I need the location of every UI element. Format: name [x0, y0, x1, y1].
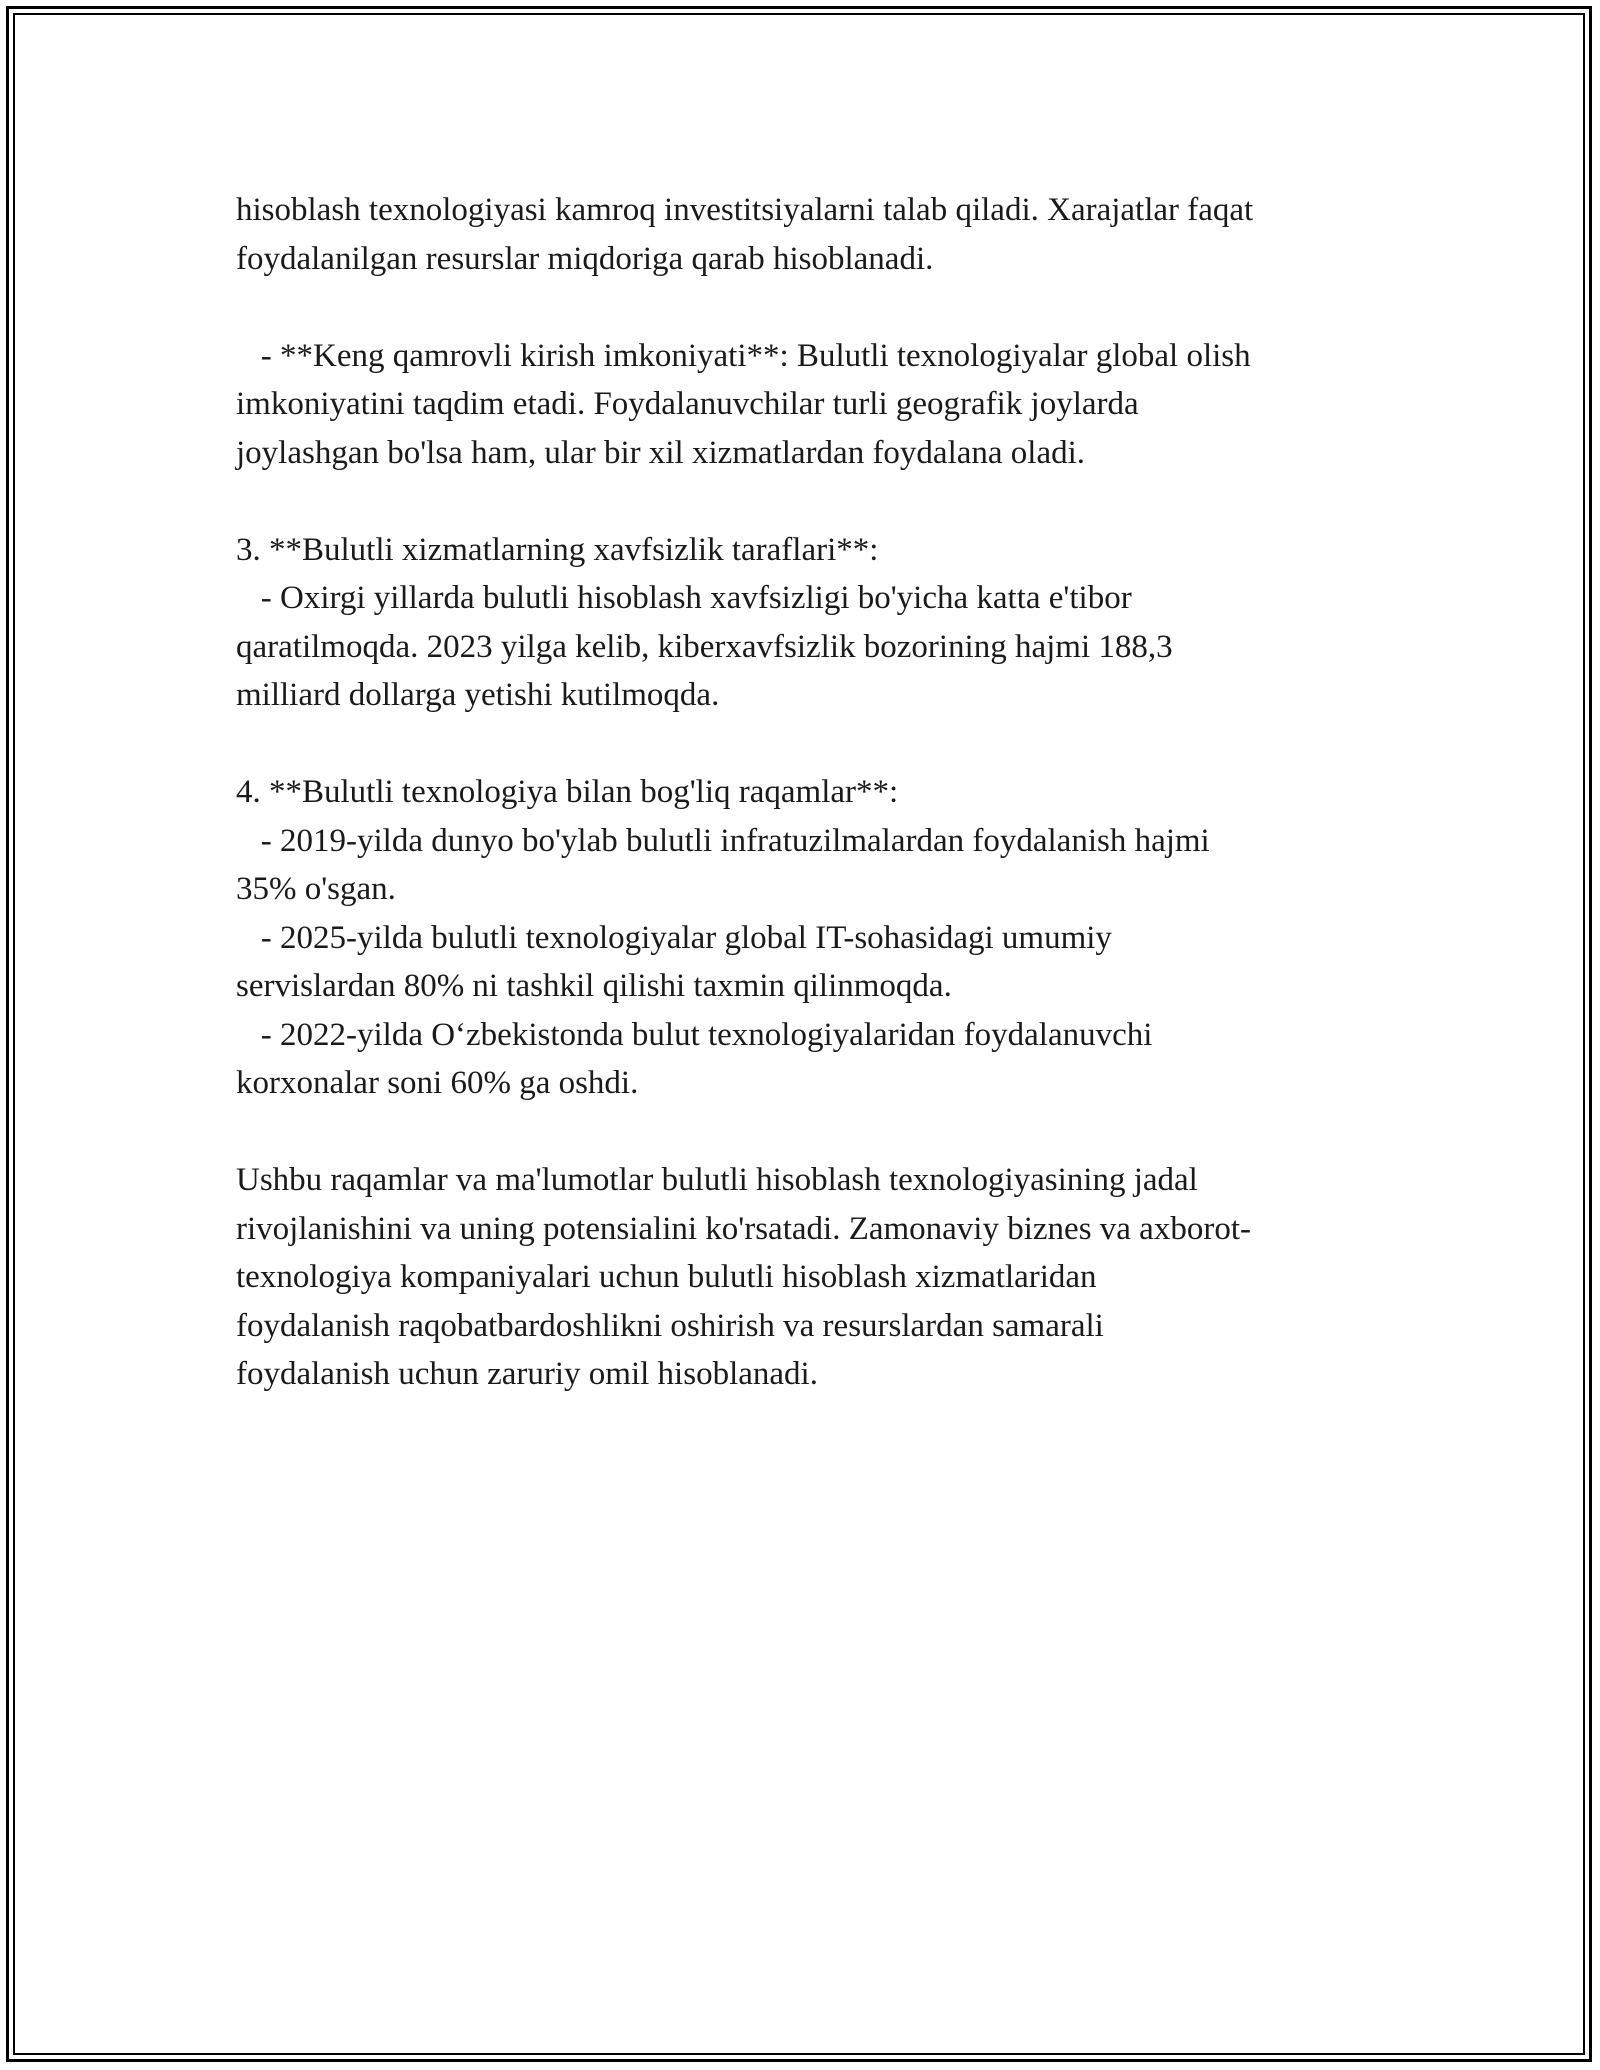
text-line: foydalanilgan resurslar miqdoriga qarab hisoblanadi.	[236, 240, 934, 277]
paragraph-gap	[236, 1108, 1376, 1157]
paragraph-security	[236, 526, 1376, 720]
text-line: Ushbu raqamlar va ma'lumotlar bulutli hisoblash texnologiyasining jadal	[236, 1162, 1198, 1198]
section-heading: 4. **Bulutli texnologiya bilan bog'liq raqamlar**:	[236, 774, 899, 810]
text-line: qaratilmoqda. 2023 yilga kelib, kiberxavfsizlik bozorining hajmi 188,3	[236, 628, 1173, 665]
text-line: imkoniyatini taqdim etadi. Foydalanuvchilar turli geografik joylarda	[236, 386, 1139, 422]
text-line: foydalanish uchun zaruriy omil hisoblanadi.	[236, 1356, 818, 1392]
text-line: korxonalar soni 60% ga oshdi.	[236, 1065, 639, 1101]
paragraph-gap	[236, 283, 1376, 332]
text-line: - 2019-yilda dunyo bo'ylab bulutli infratuzilmalardan foydalanish hajmi	[236, 822, 1210, 859]
paragraph-cost	[236, 186, 1376, 283]
text-line: hisoblash texnologiyasi kamroq investitsiyalarni talab qiladi. Xarajatlar faqat	[236, 192, 1254, 228]
text-line: joylashgan bo'lsa ham, ular bir xil xizmatlardan foydalana oladi.	[236, 434, 1086, 471]
text-line: rivojlanishini va uning potensialini ko'rsatadi. Zamonaviy biznes va axborot-	[236, 1210, 1251, 1247]
text-line: texnologiya kompaniyalari uchun bulutli hisoblash xizmatlaridan	[236, 1259, 1097, 1295]
text-line: milliard dollarga yetishi kutilmoqda.	[236, 677, 720, 713]
paragraph-access	[236, 332, 1376, 478]
text-line: 35% o'sgan.	[236, 871, 396, 907]
text-line: - 2022-yilda O‘zbekistonda bulut texnologiyalaridan foydalanuvchi	[236, 1016, 1153, 1053]
paragraph-gap	[236, 477, 1376, 526]
paragraph-gap	[236, 720, 1376, 769]
document-body	[236, 186, 1376, 1399]
paragraph-conclusion	[236, 1156, 1376, 1399]
text-line: - **Keng qamrovli kirish imkoniyati**: Bulutli texnologiyalar global olish	[236, 337, 1251, 374]
text-line: - 2025-yilda bulutli texnologiyalar global IT-sohasidagi umumiy	[236, 919, 1112, 956]
section-heading: 3. **Bulutli xizmatlarning xavfsizlik taraflari**:	[236, 531, 879, 568]
paragraph-numbers	[236, 768, 1376, 1108]
text-line: servislardan 80% ni tashkil qilishi taxmin qilinmoqda.	[236, 968, 952, 1004]
text-line: foydalanish raqobatbardoshlikni oshirish va resurslardan samarali	[236, 1307, 1104, 1344]
text-line: - Oxirgi yillarda bulutli hisoblash xavfsizligi bo'yicha katta e'tibor	[236, 580, 1132, 616]
